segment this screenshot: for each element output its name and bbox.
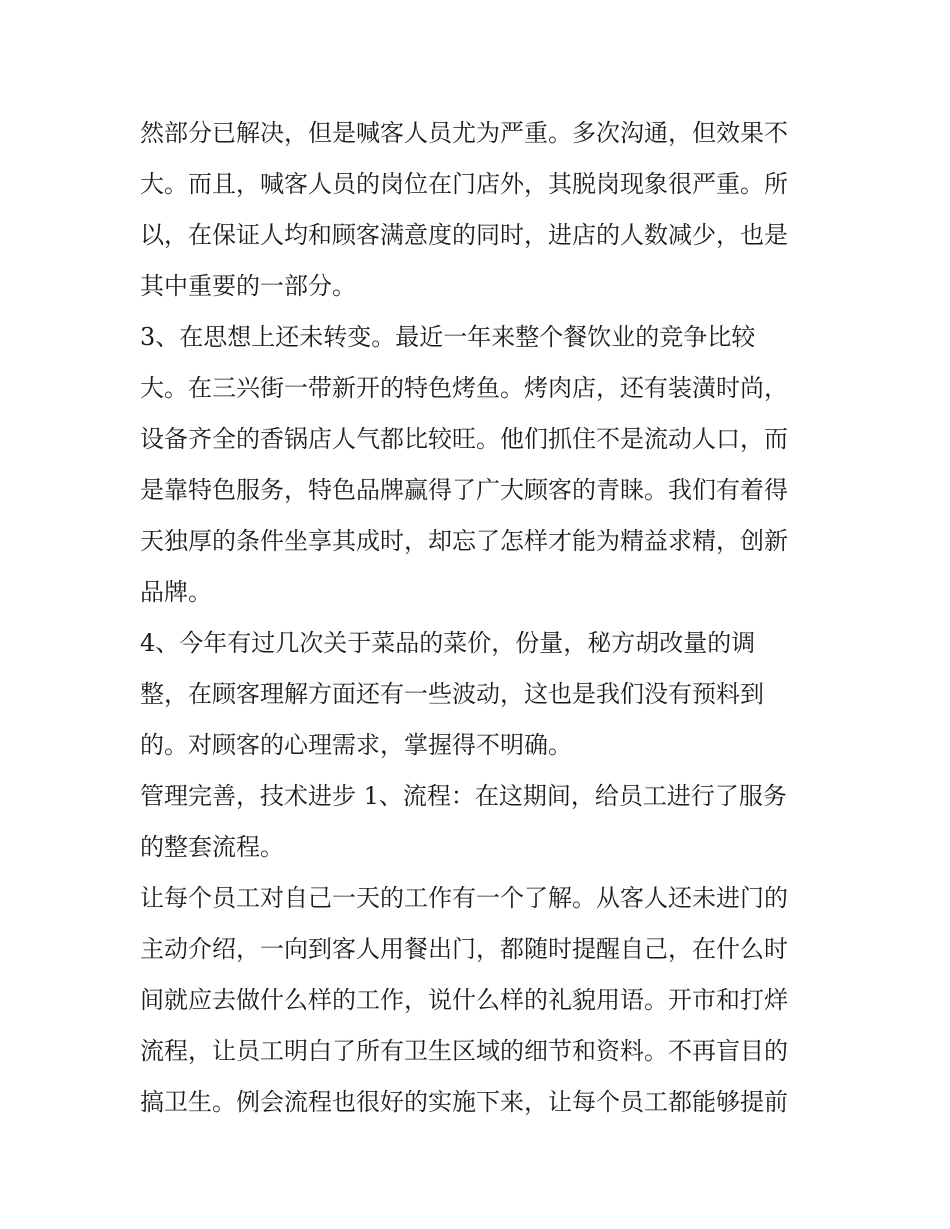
- text-line-20: 搞卫生。例会流程也很好的实施下来，让每个员工都能够提前: [140, 1088, 788, 1116]
- text-line-3: 以，在保证人均和顾客满意度的同时，进店的人数减少，也是: [140, 221, 788, 249]
- text-line-9: 天独厚的条件坐享其成时，却忘了怎样才能为精益求精，创新: [140, 527, 788, 555]
- text-line-10: 品牌。: [140, 578, 212, 606]
- text-line-4: 其中重要的一部分。: [140, 272, 356, 300]
- text-line-7: 设备齐全的香锅店人气都比较旺。他们抓住不是流动人口，而: [140, 425, 788, 453]
- text-line-13: 的。对顾客的心理需求，掌握得不明确。: [140, 731, 572, 759]
- document-body: [140, 108, 820, 1128]
- text-line-6: 大。在三兴街一带新开的特色烤鱼。烤肉店，还有装潢时尚，: [140, 374, 788, 402]
- text-line-1: 然部分已解决，但是喊客人员尤为严重。多次沟通，但效果不: [140, 119, 788, 147]
- text-line-8: 是靠特色服务，特色品牌赢得了广大顾客的青睐。我们有着得: [140, 476, 788, 504]
- text-line-17: 主动介绍，一向到客人用餐出门，都随时提醒自己，在什么时: [140, 935, 788, 963]
- text-line-2: 大。而且，喊客人员的岗位在门店外，其脱岗现象很严重。所: [140, 170, 788, 198]
- text-line-11: 4、今年有过几次关于菜品的菜价，份量，秘方胡改量的调: [140, 629, 756, 657]
- text-line-12: 整，在顾客理解方面还有一些波动，这也是我们没有预料到: [140, 680, 764, 708]
- text-line-18: 间就应去做什么样的工作，说什么样的礼貌用语。开市和打烊: [140, 986, 788, 1014]
- text-line-16: 让每个员工对自己一天的工作有一个了解。从客人还未进门的: [140, 884, 788, 912]
- text-line-5: 3、在思想上还未转变。最近一年来整个餐饮业的竞争比较: [140, 323, 756, 351]
- text-line-14: 管理完善，技术进步 1、流程：在这期间，给员工进行了服务: [140, 782, 787, 810]
- text-line-19: 流程，让员工明白了所有卫生区域的细节和资料。不再盲目的: [140, 1037, 788, 1065]
- text-line-15: 的整套流程。: [140, 833, 284, 861]
